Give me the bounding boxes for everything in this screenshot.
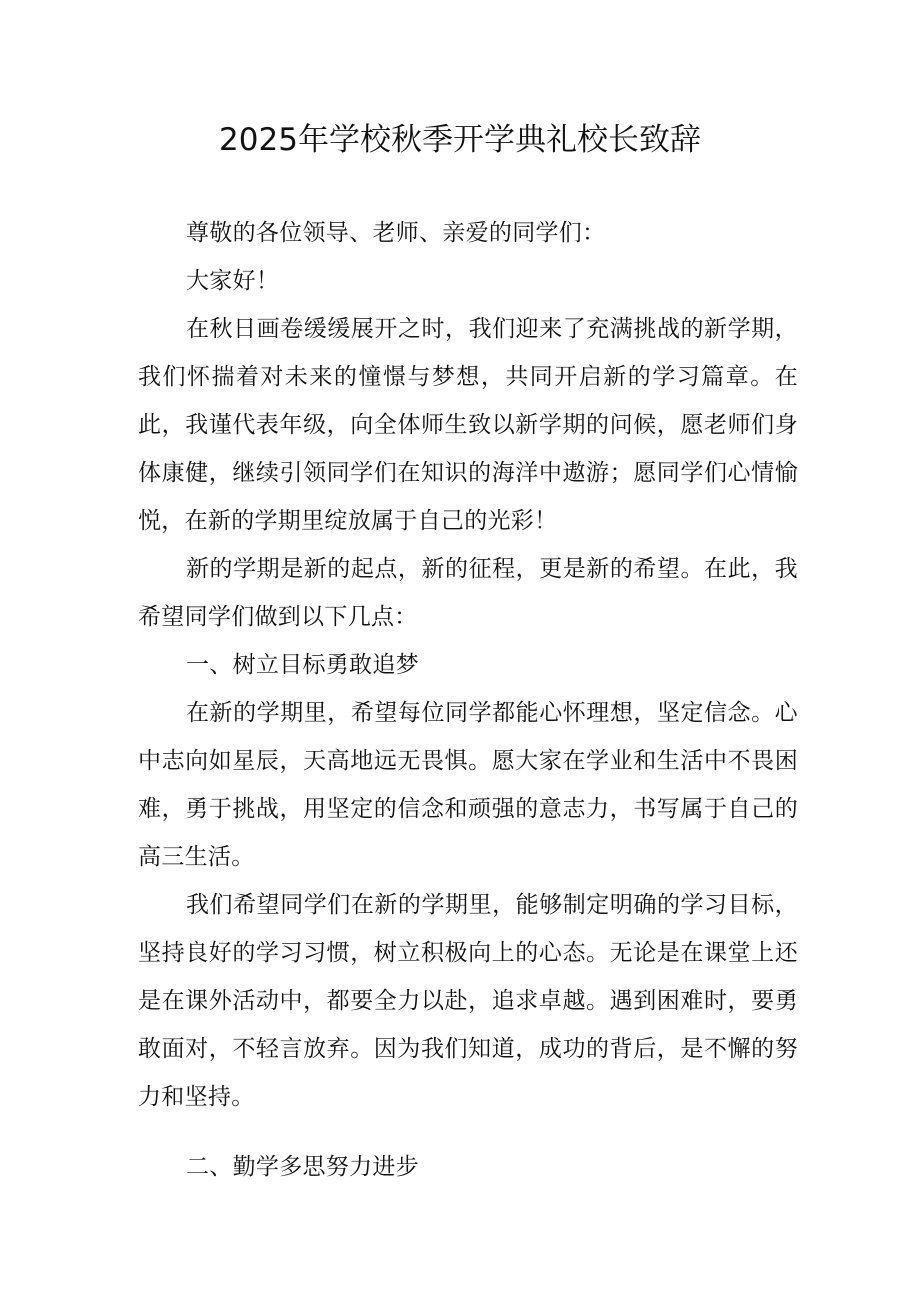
section-heading: 二、勤学多思努力进步 <box>186 1154 419 1180</box>
salutation: 尊敬的各位领导、老师、亲爱的同学们： <box>186 220 606 246</box>
greeting: 大家好！ <box>186 268 280 294</box>
paragraph: 在新的学期里，希望每位同学都能心怀理想，坚定信念。心中志向如星辰，天高地远无畏惧。愿大家在学业和生活中不畏困难，勇于挑战，用坚定的信念和顽强的意志力，书写属于自己的高三生活。 <box>138 700 798 870</box>
paragraph: 新的学期是新的起点，新的征程，更是新的希望。在此，我希望同学们做到以下几点： <box>138 556 798 630</box>
document-body <box>138 209 798 1191</box>
paragraph: 在秋日画卷缓缓展开之时，我们迎来了充满挑战的新学期，我们怀揣着对未来的憧憬与梦想，共同开启新的学习篇章。在此，我谨代表年级，向全体师生致以新学期的问候，愿老师们身体康健，继续引领同学们在知识的海洋中遨游；愿同学们心情愉悦，在新的学期里绽放属于自己的光彩！ <box>138 316 798 534</box>
section-heading: 一、树立目标勇敢追梦 <box>186 652 419 678</box>
document-title: 2025年学校秋季开学典礼校长致辞 <box>219 122 701 158</box>
paragraph: 我们希望同学们在新的学期里，能够制定明确的学习目标，坚持良好的学习习惯，树立积极向上的心态。无论是在课堂上还是在课外活动中，都要全力以赴，追求卓越。遇到困难时，要勇敢面对，不轻言放弃。因为我们知道，成功的背后，是不懈的努力和坚持。 <box>138 892 798 1110</box>
